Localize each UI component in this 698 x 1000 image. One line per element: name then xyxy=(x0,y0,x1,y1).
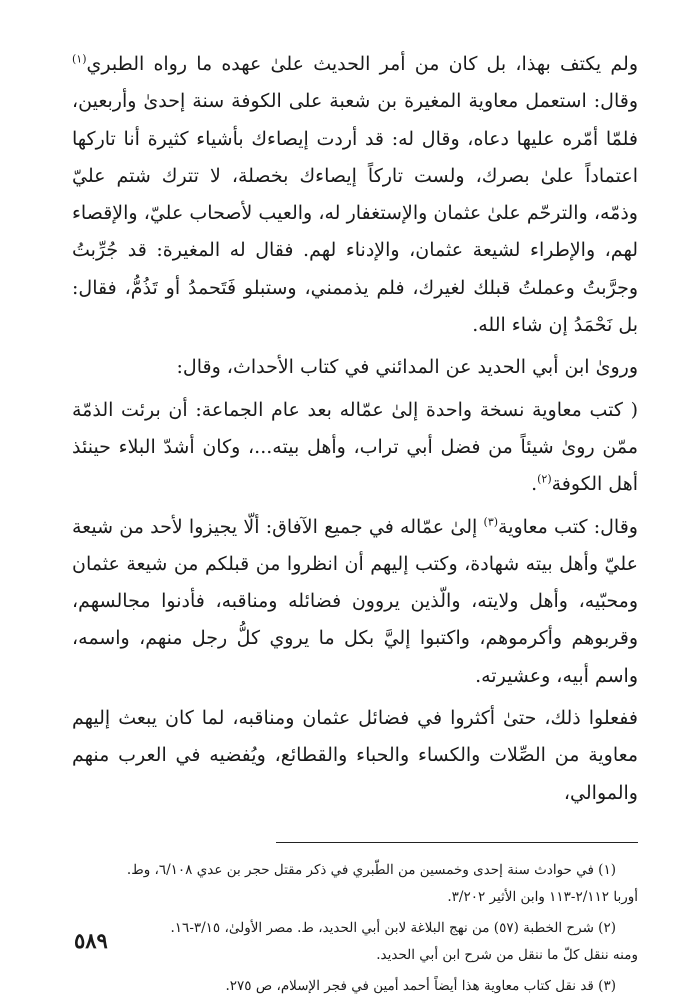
paragraph-text: وقال: استعمل معاوية المغيرة بن شعبة على الكوفة سنة إحدىٰ وأربعين، فلمّا أمّره عليها دعاه، وقال له: قد أردت إيصاءك بأشياء كثيرة أنا تاركها اعتماداً علىٰ بصرك، ولست تاركاً إيصاءك بخصلة، لا تترك شتم عليّ وذمّه، والترحّم علىٰ عثمان والإستغفار له، والعيب لأصحاب عليّ، والإقصاء لهم، والإطراء لشيعة عثمان، والإدناء لهم. فقال له المغيرة: قد جُرِّبتُ وجرَّبتُ وعملتُ قبلك لغيرك، فلم يذممني، وستبلو فَتَحمدُ أو تَذُمُّ، فقال: بل نَحْمَدُ إن شاء الله. xyxy=(72,90,638,337)
paragraph-text: . xyxy=(531,473,538,496)
paragraph-5 xyxy=(72,700,638,812)
footnote-2 xyxy=(72,915,638,969)
paragraph-2 xyxy=(72,349,638,386)
paragraph-text: وروىٰ ابن أبي الحديد عن المدائني في كتاب الأحداث، وقال: xyxy=(176,356,638,379)
page-number: ٥٨٩ xyxy=(74,928,108,953)
footnotes xyxy=(72,857,638,1000)
footnote-line: (١) في حوادث سنة إحدى وخمسين من الطّبري في ذكر مقتل حجر بن عدي ٦/١٠٨، وط. xyxy=(126,861,616,878)
paragraph-4 xyxy=(72,509,638,695)
footnote-ref-3: (٣) xyxy=(483,515,499,529)
paragraph-1 xyxy=(72,46,638,344)
paragraph-text: ( كتب معاوية نسخة واحدة إلىٰ عمّاله بعد عام الجماعة: أن برئت الذمّة ممّن روىٰ شيئاً من فضل أبي تراب، وأهل بيته...، وكان أشدّ البلاء حينئذ أهل الكوفة xyxy=(72,398,638,496)
footnote-ref-2: (٢) xyxy=(537,472,552,486)
footnote-line: ومنه ننقل كلّ ما ننقل من شرح ابن أبي الحديد. xyxy=(376,946,638,963)
footnote-line: (٣) قد نقل كتاب معاوية هذا أيضاً أحمد أمين في فجر الإسلام، ص ٢٧٥. xyxy=(225,977,616,994)
paragraph-text: إلىٰ عمّاله في جميع الآفاق: ألّا يجيزوا لأحد من شيعة عليّ وأهل بيته شهادة، وكتب إليهم أن انظروا من قبلكم من شيعة عثمان ومحبّيه، وأهل ولايته، والّذين يروون فضائله ومناقبه، فأدنوا مجالسهم، وقربوهم وأكرموهم، واكتبوا إليَّ بكل ما يروي كلُّ رجل منهم، واسمه، واسم أبيه، وعشيرته. xyxy=(72,515,638,687)
paragraph-text: ففعلوا ذلك، حتىٰ أكثروا في فضائل عثمان ومناقبه، لما كان يبعث إليهم معاوية من الصِّلات والكساء والحباء والقطائع، ويُفضيه في العرب منهم والموالي، xyxy=(72,707,638,804)
footnote-line: (٢) شرح الخطبة (٥٧) من نهج البلاغة لابن أبي الحديد، ط. مصر الأولىٰ، ٣/١٥-١٦. xyxy=(170,919,616,936)
footnote-line: أوربا ٢/١١٢-١١٣ وابن الأثير ٣/٢٠٢. xyxy=(447,888,638,905)
paragraph-text: وقال: كتب معاوية xyxy=(498,515,638,538)
footnote-1 xyxy=(72,857,638,911)
footnote-divider xyxy=(276,842,638,843)
paragraph-text: ولم يكتف بهذا، بل كان من أمر الحديث علىٰ عهده ما رواه الطبري xyxy=(86,53,638,75)
body-text xyxy=(72,46,638,812)
footnote-ref-1: (١) xyxy=(72,52,87,66)
paragraph-3-quote xyxy=(72,392,638,504)
